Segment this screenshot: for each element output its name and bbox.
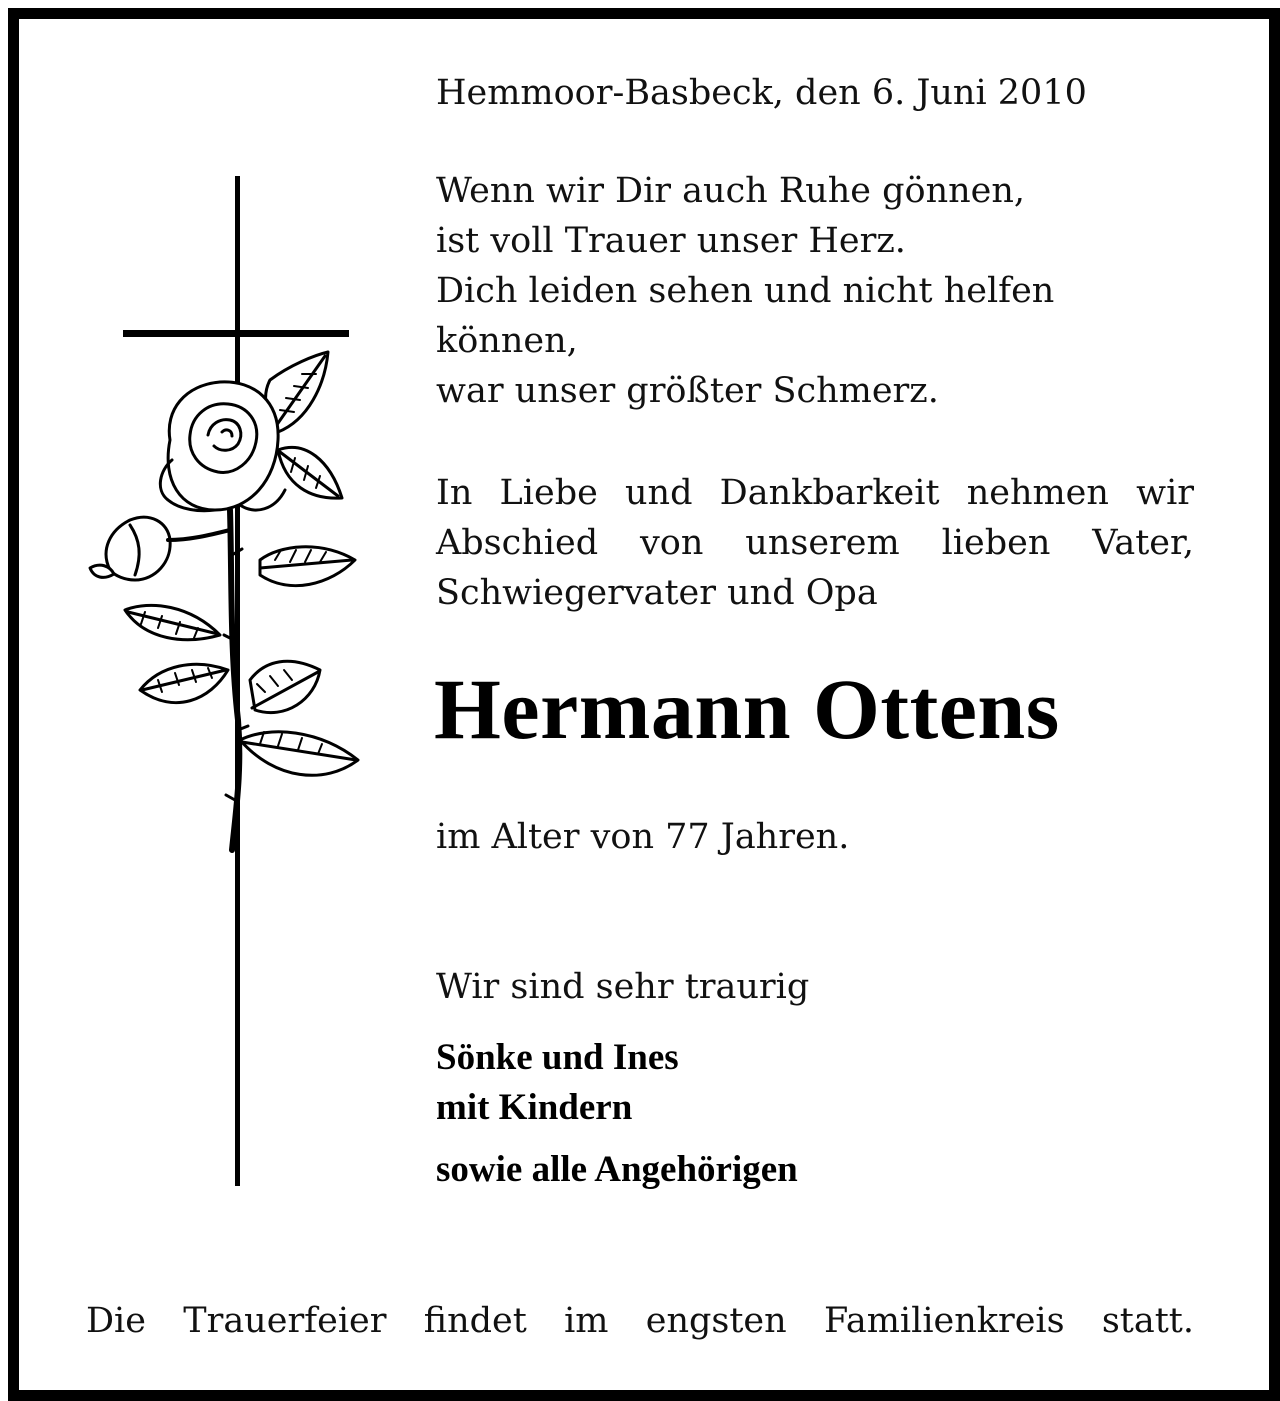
mourner-line: Sönke und Ines — [436, 1037, 679, 1078]
place-date: Hemmoor-Basbeck, den 6. Juni 2010 — [436, 73, 1087, 113]
poem-line: ist voll Trauer unser Herz. — [436, 221, 906, 261]
cross-horizontal-bar — [123, 330, 349, 337]
funeral-note: Die Trauerfeier findet im engsten Familienkreis statt. — [86, 1301, 1194, 1341]
farewell-line: Schwiegervater und Opa — [436, 573, 878, 613]
poem-line: Dich leiden sehen und nicht helfen — [436, 271, 1055, 311]
mourner-line: sowie alle Angehörigen — [436, 1149, 798, 1190]
age-text: im Alter von 77 Jahren. — [436, 817, 850, 857]
mourner-line: mit Kindern — [436, 1087, 633, 1128]
rose-icon — [80, 340, 370, 860]
deceased-name: Hermann Ottens — [434, 661, 1060, 757]
poem-line: Wenn wir Dir auch Ruhe gönnen, — [436, 171, 1026, 211]
farewell-line: In Liebe und Dankbarkeit nehmen wir — [436, 473, 1194, 513]
farewell-line: Abschied von unserem lieben Vater, — [436, 523, 1194, 563]
mourners-intro: Wir sind sehr traurig — [436, 967, 810, 1007]
poem-line: war unser größter Schmerz. — [436, 371, 939, 411]
poem-line: können, — [436, 321, 578, 361]
